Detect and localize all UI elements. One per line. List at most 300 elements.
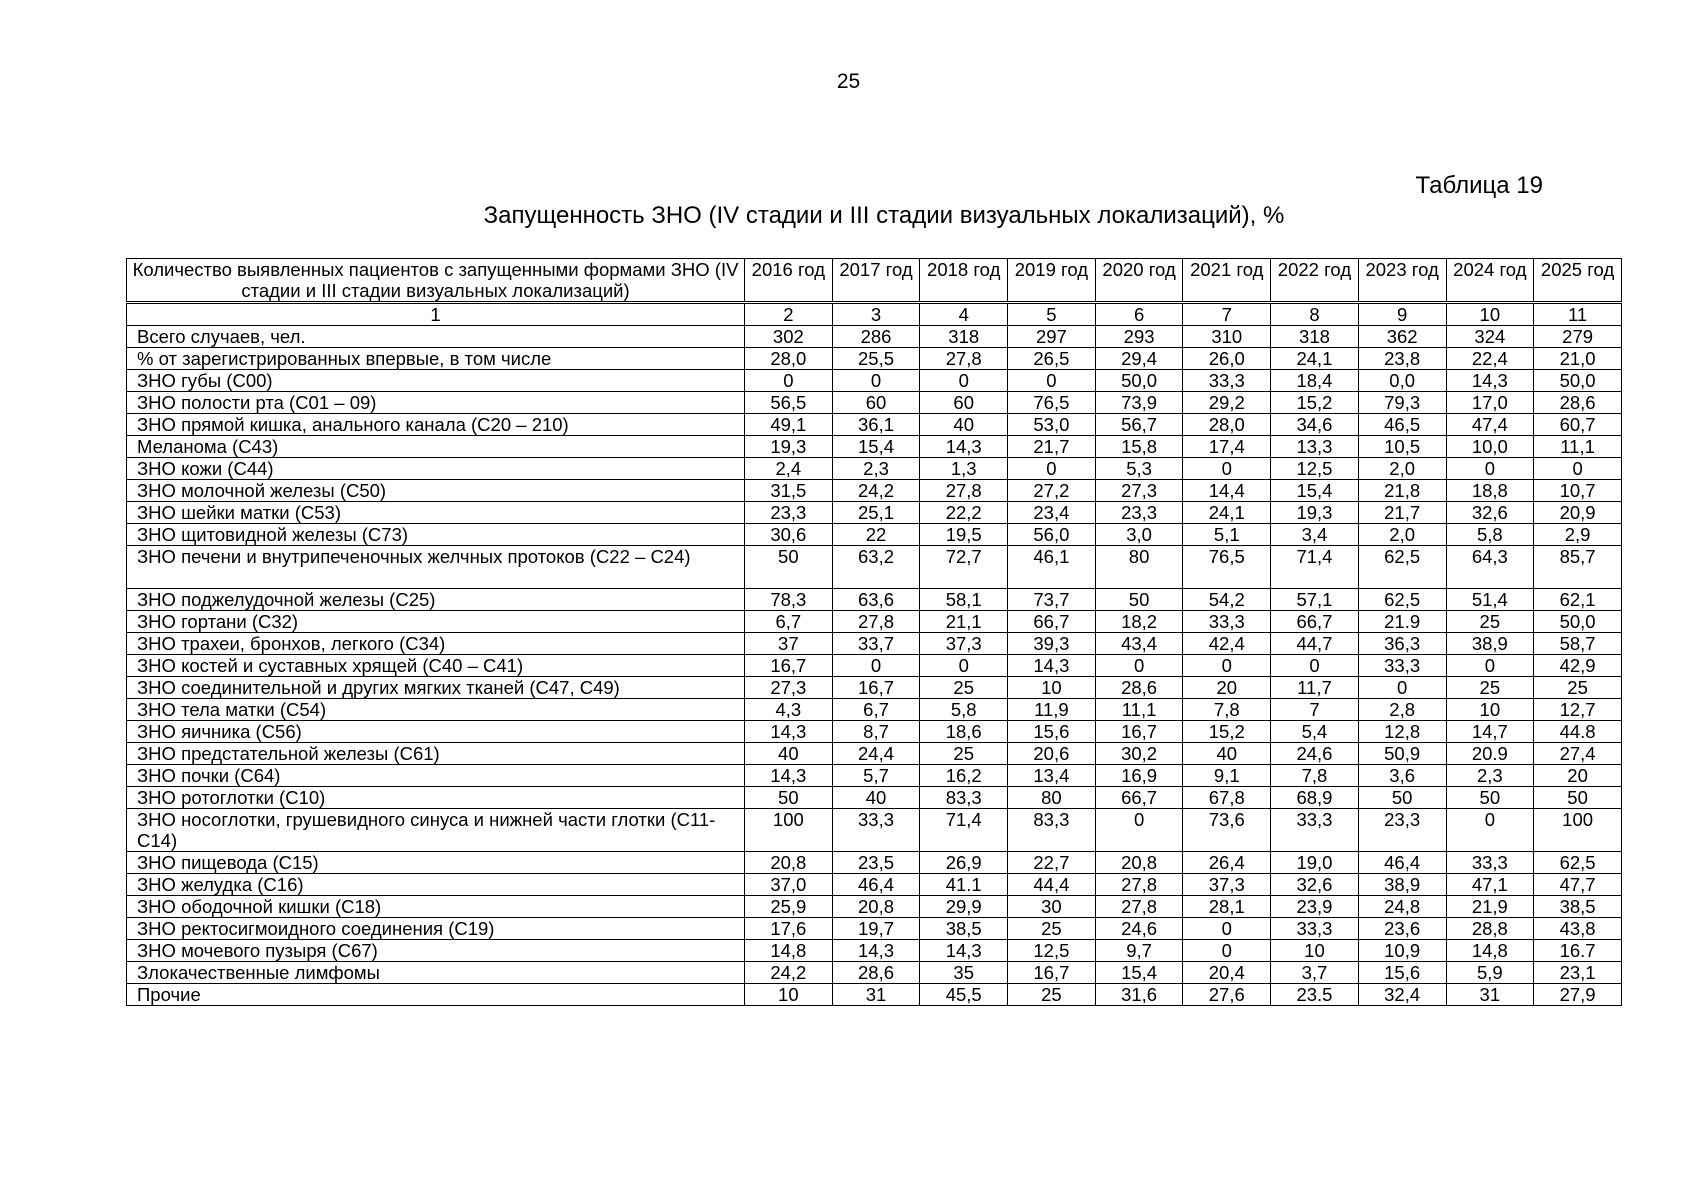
row-value: 318 [920,326,1008,348]
row-value: 27,8 [920,348,1008,370]
table-row [127,677,1622,699]
table-label: Таблица 19 [1415,172,1543,199]
row-value: 63,2 [832,546,920,589]
row-value: 3,4 [1271,524,1359,546]
row-value: 33,3 [1183,370,1271,392]
row-value: 5,7 [832,765,920,787]
row-value: 17,6 [745,918,833,940]
row-value: 16,2 [920,765,1008,787]
row-value: 17,0 [1446,392,1534,414]
table-row [127,524,1622,546]
row-value: 28,0 [1183,414,1271,436]
row-value: 22,2 [920,502,1008,524]
column-number: 9 [1358,303,1446,326]
row-value: 23,5 [832,852,920,874]
row-value: 8,7 [832,721,920,743]
table-row [127,655,1622,677]
row-value: 14,8 [745,940,833,962]
row-value: 0 [1095,809,1183,852]
table-row [127,721,1622,743]
row-value: 0 [1534,458,1622,480]
row-value: 14,3 [832,940,920,962]
row-value: 73,9 [1095,392,1183,414]
row-value: 15,2 [1271,392,1359,414]
row-value: 25 [1008,918,1096,940]
row-label: ЗНО почки (С64) [127,765,745,787]
row-value: 3,6 [1358,765,1446,787]
row-value: 56,0 [1008,524,1096,546]
row-value: 6,7 [832,699,920,721]
row-value: 28,1 [1183,896,1271,918]
row-value: 9,1 [1183,765,1271,787]
row-value: 24,2 [745,962,833,984]
column-number: 5 [1008,303,1096,326]
header-year: 2017 год [832,259,920,303]
row-value: 21,7 [1358,502,1446,524]
row-value: 3,7 [1271,962,1359,984]
row-value: 30 [1008,896,1096,918]
row-value: 0 [1183,655,1271,677]
row-value: 0 [1183,918,1271,940]
row-value: 46,4 [1358,852,1446,874]
row-value: 49,1 [745,414,833,436]
row-value: 23,3 [745,502,833,524]
row-value: 15,4 [1271,480,1359,502]
row-value: 7 [1271,699,1359,721]
row-value: 33,3 [1271,809,1359,852]
header-year: 2016 год [745,259,833,303]
row-value: 50 [1095,589,1183,611]
row-label: % от зарегистрированных впервые, в том числе [127,348,745,370]
row-value: 10,7 [1534,480,1622,502]
table-row [127,918,1622,940]
row-value: 6,7 [745,611,833,633]
row-value: 0 [920,370,1008,392]
row-value: 0 [1095,655,1183,677]
row-value: 73,7 [1008,589,1096,611]
row-value: 5,8 [1446,524,1534,546]
row-value: 23,9 [1271,896,1359,918]
row-value: 13,4 [1008,765,1096,787]
row-value: 2,0 [1358,458,1446,480]
row-value: 50,0 [1095,370,1183,392]
row-value: 0 [1183,940,1271,962]
row-value: 40 [1183,743,1271,765]
row-value: 24,2 [832,480,920,502]
row-label: ЗНО молочной железы (С50) [127,480,745,502]
row-value: 20,9 [1534,502,1622,524]
row-value: 28,8 [1446,918,1534,940]
row-label: ЗНО яичника (С56) [127,721,745,743]
row-value: 46,1 [1008,546,1096,589]
column-number: 2 [745,303,833,326]
row-label: ЗНО ротоглотки (С10) [127,787,745,809]
row-value: 27,3 [1095,480,1183,502]
row-value: 14,3 [1008,655,1096,677]
table-row [127,611,1622,633]
row-value: 14,4 [1183,480,1271,502]
table-row [127,984,1622,1006]
row-value: 50,0 [1534,611,1622,633]
row-value: 11,7 [1271,677,1359,699]
row-value: 2,3 [1446,765,1534,787]
row-value: 12,5 [1008,940,1096,962]
row-value: 38,9 [1358,874,1446,896]
row-value: 16.7 [1534,940,1622,962]
row-value: 24,1 [1183,502,1271,524]
row-value: 22,4 [1446,348,1534,370]
row-value: 38,5 [1534,896,1622,918]
row-value: 66,7 [1095,787,1183,809]
row-value: 0 [1446,809,1534,852]
row-value: 34,6 [1271,414,1359,436]
row-value: 19,0 [1271,852,1359,874]
row-value: 28,6 [832,962,920,984]
row-label: ЗНО гортани (С32) [127,611,745,633]
row-value: 50 [745,546,833,589]
row-label: Меланома (С43) [127,436,745,458]
column-number-row [127,303,1622,326]
row-value: 26,0 [1183,348,1271,370]
row-value: 23,4 [1008,502,1096,524]
row-value: 16,9 [1095,765,1183,787]
row-value: 44,4 [1008,874,1096,896]
row-value: 5,4 [1271,721,1359,743]
row-value: 18,4 [1271,370,1359,392]
row-value: 12,5 [1271,458,1359,480]
row-value: 10 [745,984,833,1006]
row-value: 24,8 [1358,896,1446,918]
row-value: 2,4 [745,458,833,480]
row-value: 36,3 [1358,633,1446,655]
row-value: 19,3 [745,436,833,458]
row-value: 10 [1271,940,1359,962]
row-value: 14,7 [1446,721,1534,743]
row-value: 24,1 [1271,348,1359,370]
row-value: 100 [1534,809,1622,852]
row-value: 1,3 [920,458,1008,480]
row-value: 2,9 [1534,524,1622,546]
row-label: ЗНО губы (С00) [127,370,745,392]
row-value: 2,3 [832,458,920,480]
row-value: 30,2 [1095,743,1183,765]
table-row [127,546,1622,589]
row-value: 78,3 [745,589,833,611]
row-value: 53,0 [1008,414,1096,436]
table-row [127,787,1622,809]
row-value: 19,7 [832,918,920,940]
row-value: 40 [920,414,1008,436]
row-value: 7,8 [1271,765,1359,787]
row-value: 25 [1534,677,1622,699]
row-value: 62,5 [1358,589,1446,611]
column-number: 8 [1271,303,1359,326]
row-value: 21,9 [1446,896,1534,918]
row-label: ЗНО трахеи, бронхов, легкого (С34) [127,633,745,655]
row-value: 66,7 [1271,611,1359,633]
row-label: Прочие [127,984,745,1006]
table-row [127,874,1622,896]
row-label: ЗНО костей и суставных хрящей (С40 – С41) [127,655,745,677]
row-value: 33,3 [832,809,920,852]
row-value: 33,7 [832,633,920,655]
row-value: 46,4 [832,874,920,896]
row-value: 19,3 [1271,502,1359,524]
row-value: 33,3 [1183,611,1271,633]
row-value: 0 [920,655,1008,677]
header-year: 2024 год [1446,259,1534,303]
column-number: 1 [127,303,745,326]
table-row [127,852,1622,874]
table-row [127,809,1622,852]
row-label: ЗНО поджелудочной железы (С25) [127,589,745,611]
table-title: Запущенность ЗНО (IV стадии и III стадии визуальных локализаций), % [483,202,1285,229]
row-value: 20 [1183,677,1271,699]
row-value: 14,3 [1446,370,1534,392]
row-value: 30,6 [745,524,833,546]
row-value: 32,6 [1271,874,1359,896]
row-value: 24,6 [1271,743,1359,765]
row-value: 31 [1446,984,1534,1006]
row-value: 76,5 [1183,546,1271,589]
row-value: 23,8 [1358,348,1446,370]
row-value: 56,5 [745,392,833,414]
row-value: 17,4 [1183,436,1271,458]
row-value: 12,8 [1358,721,1446,743]
row-value: 26,5 [1008,348,1096,370]
row-value: 24,6 [1095,918,1183,940]
row-value: 33,3 [1358,655,1446,677]
row-value: 20,8 [1095,852,1183,874]
table-body [127,303,1622,1006]
table-row [127,326,1622,348]
table-row [127,436,1622,458]
row-value: 5,9 [1446,962,1534,984]
row-value: 62,5 [1358,546,1446,589]
row-value: 32,6 [1446,502,1534,524]
row-value: 21.9 [1358,611,1446,633]
header-year: 2023 год [1358,259,1446,303]
column-number: 3 [832,303,920,326]
header-year: 2025 год [1534,259,1622,303]
row-value: 9,7 [1095,940,1183,962]
row-value: 14,3 [745,721,833,743]
row-value: 71,4 [920,809,1008,852]
row-value: 28,6 [1095,677,1183,699]
row-value: 50 [1446,787,1534,809]
row-value: 35 [920,962,1008,984]
table-row [127,348,1622,370]
row-value: 293 [1095,326,1183,348]
row-value: 38,9 [1446,633,1534,655]
row-value: 11,9 [1008,699,1096,721]
row-value: 16,7 [832,677,920,699]
header-year: 2022 год [1271,259,1359,303]
row-value: 79,3 [1358,392,1446,414]
row-value: 29,9 [920,896,1008,918]
row-value: 13,3 [1271,436,1359,458]
header-row [127,259,1622,303]
header-year: 2018 год [920,259,1008,303]
row-value: 25 [920,677,1008,699]
row-value: 26,9 [920,852,1008,874]
row-value: 31,6 [1095,984,1183,1006]
row-value: 58,7 [1534,633,1622,655]
column-number: 4 [920,303,1008,326]
table-row [127,480,1622,502]
row-value: 2,0 [1358,524,1446,546]
row-value: 51,4 [1446,589,1534,611]
row-value: 0 [1008,370,1096,392]
row-value: 39,3 [1008,633,1096,655]
row-value: 27,2 [1008,480,1096,502]
table-row [127,743,1622,765]
data-table [126,258,1622,1006]
row-value: 0 [832,370,920,392]
row-value: 362 [1358,326,1446,348]
row-value: 0 [1008,458,1096,480]
row-label: ЗНО предстательной железы (С61) [127,743,745,765]
row-value: 31 [832,984,920,1006]
row-value: 46,5 [1358,414,1446,436]
header-description: Количество выявленных пациентов с запущенными формами ЗНО (IV стадии и III стадии визуальных локализаций) [127,259,745,303]
row-value: 50,9 [1358,743,1446,765]
row-value: 25,1 [832,502,920,524]
row-value: 23,3 [1358,809,1446,852]
row-value: 20.9 [1446,743,1534,765]
row-value: 25 [1008,984,1096,1006]
row-value: 50,0 [1534,370,1622,392]
row-value: 26,4 [1183,852,1271,874]
row-value: 57,1 [1271,589,1359,611]
row-label: ЗНО ректосигмоидного соединения (С19) [127,918,745,940]
row-value: 67,8 [1183,787,1271,809]
row-label: ЗНО желудка (С16) [127,874,745,896]
row-value: 71,4 [1271,546,1359,589]
row-value: 27,9 [1534,984,1622,1006]
row-value: 27,6 [1183,984,1271,1006]
row-label: ЗНО прямой кишка, анального канала (С20 – 210) [127,414,745,436]
column-number: 7 [1183,303,1271,326]
row-value: 0 [1183,458,1271,480]
row-value: 0 [1446,458,1534,480]
row-value: 0 [745,370,833,392]
header-year: 2019 год [1008,259,1096,303]
row-value: 27,8 [832,611,920,633]
table-row [127,940,1622,962]
row-value: 21,1 [920,611,1008,633]
row-value: 72,7 [920,546,1008,589]
row-value: 38,5 [920,918,1008,940]
row-value: 11,1 [1534,436,1622,458]
table-row [127,458,1622,480]
row-value: 10,9 [1358,940,1446,962]
row-value: 27,3 [745,677,833,699]
row-value: 47,4 [1446,414,1534,436]
row-value: 28,0 [745,348,833,370]
row-value: 19,5 [920,524,1008,546]
table-row [127,370,1622,392]
row-value: 36,1 [832,414,920,436]
row-value: 50 [1358,787,1446,809]
row-value: 27,8 [1095,896,1183,918]
row-value: 22,7 [1008,852,1096,874]
row-value: 297 [1008,326,1096,348]
row-value: 18,8 [1446,480,1534,502]
header-year: 2020 год [1095,259,1183,303]
row-value: 23,1 [1534,962,1622,984]
row-value: 16,7 [1008,962,1096,984]
row-value: 310 [1183,326,1271,348]
row-value: 62,1 [1534,589,1622,611]
row-value: 50 [745,787,833,809]
row-value: 10,0 [1446,436,1534,458]
row-value: 14,8 [1446,940,1534,962]
row-value: 4,3 [745,699,833,721]
row-value: 21,8 [1358,480,1446,502]
row-value: 42,9 [1534,655,1622,677]
row-label: ЗНО ободочной кишки (С18) [127,896,745,918]
row-value: 10 [1446,699,1534,721]
table-row [127,392,1622,414]
row-value: 14,3 [920,940,1008,962]
row-value: 0 [1358,677,1446,699]
row-value: 15,2 [1183,721,1271,743]
row-value: 16,7 [1095,721,1183,743]
row-value: 43,4 [1095,633,1183,655]
row-value: 33,3 [1446,852,1534,874]
row-value: 0 [1446,655,1534,677]
row-value: 20,8 [745,852,833,874]
row-value: 50 [1534,787,1622,809]
row-value: 29,4 [1095,348,1183,370]
row-value: 29,2 [1183,392,1271,414]
row-value: 27,8 [1095,874,1183,896]
row-value: 3,0 [1095,524,1183,546]
row-value: 318 [1271,326,1359,348]
row-value: 40 [832,787,920,809]
row-value: 42,4 [1183,633,1271,655]
row-value: 25,5 [832,348,920,370]
row-value: 15,8 [1095,436,1183,458]
row-value: 5,3 [1095,458,1183,480]
row-value: 15,6 [1358,962,1446,984]
row-value: 27,4 [1534,743,1622,765]
row-value: 100 [745,809,833,852]
row-value: 21,0 [1534,348,1622,370]
row-label: ЗНО мочевого пузыря (С67) [127,940,745,962]
row-value: 40 [745,743,833,765]
table-row [127,896,1622,918]
row-value: 83,3 [920,787,1008,809]
table-row [127,502,1622,524]
row-value: 23,6 [1358,918,1446,940]
row-value: 5,1 [1183,524,1271,546]
row-value: 83,3 [1008,809,1096,852]
row-value: 56,7 [1095,414,1183,436]
row-value: 64,3 [1446,546,1534,589]
row-value: 60,7 [1534,414,1622,436]
row-value: 10,5 [1358,436,1446,458]
table-row [127,633,1622,655]
row-label: ЗНО тела матки (С54) [127,699,745,721]
row-value: 2,8 [1358,699,1446,721]
row-value: 20 [1534,765,1622,787]
row-value: 85,7 [1534,546,1622,589]
row-value: 37,0 [745,874,833,896]
table-row [127,962,1622,984]
row-value: 11,1 [1095,699,1183,721]
